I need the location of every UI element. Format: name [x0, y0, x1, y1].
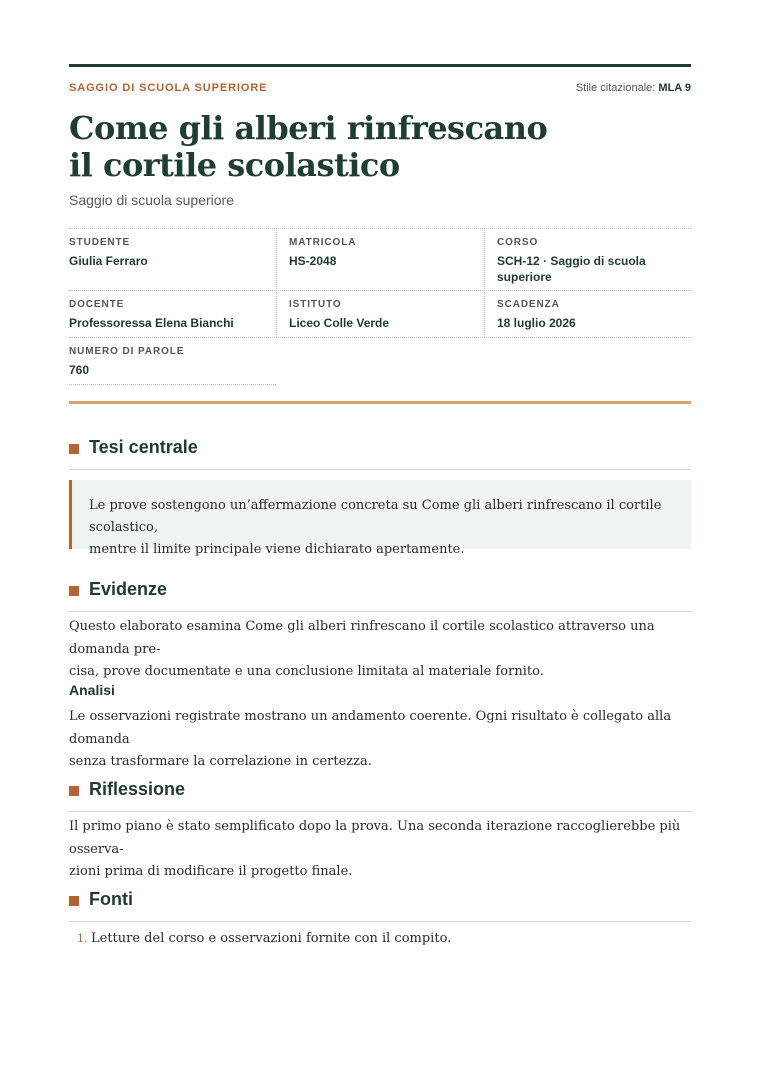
evidence-paragraph [69, 616, 693, 684]
analysis-paragraph [69, 706, 693, 774]
reflection-line-1: Il primo piano è stato semplificato dopo la prova. Una seconda iterazione raccoglierebbe più osserva- [69, 819, 681, 857]
citation-label: Stile citazionale: [575, 82, 656, 94]
reflection-paragraph [69, 816, 693, 884]
analysis-line-1: Le osservazioni registrate mostrano un andamento coerente. Ogni risultato è collegato alla domanda [69, 709, 672, 747]
meta-divider [484, 228, 485, 337]
citation-value: MLA 9 [658, 82, 691, 94]
top-rule [69, 64, 691, 67]
course-line-1: SCH-12 · Saggio di scuola [497, 254, 646, 268]
meta-label: DOCENTE [69, 299, 125, 310]
evidence-line-1: Questo elaborato esamina Come gli alberi rinfrescano il cortile scolastico attraverso una domanda pre- [69, 619, 655, 657]
meta-due-date [497, 299, 687, 331]
meta-divider [69, 337, 691, 338]
meta-teacher [69, 299, 269, 331]
section-heading-text: Riflessione [89, 779, 186, 799]
meta-divider [69, 384, 276, 385]
section-heading-sources [69, 889, 691, 922]
meta-value: 18 luglio 2026 [497, 316, 576, 330]
page-subtitle: Saggio di scuola superiore [69, 192, 234, 208]
square-bullet-icon [69, 896, 79, 906]
subheading-analysis: Analisi [69, 682, 115, 698]
meta-value: 760 [69, 363, 90, 377]
list-item-text: Letture del corso e osservazioni fornite con il compito. [91, 931, 452, 946]
document-kicker: SAGGIO DI SCUOLA SUPERIORE [69, 82, 268, 94]
meta-student [69, 237, 269, 269]
section-heading-reflection [69, 779, 691, 812]
thesis-line-2: mentre il limite principale viene dichiarato apertamente. [89, 542, 465, 557]
meta-student-id [289, 237, 479, 269]
meta-label: ISTITUTO [289, 299, 342, 310]
section-heading-evidence [69, 579, 691, 612]
page-title [69, 110, 629, 184]
square-bullet-icon [69, 586, 79, 596]
meta-school [289, 299, 479, 331]
course-line-2: superiore [497, 270, 552, 284]
meta-label: SCADENZA [497, 299, 560, 310]
meta-value: Professoressa Elena Bianchi [69, 316, 234, 330]
meta-label: CORSO [497, 237, 539, 248]
meta-value: Giulia Ferraro [69, 254, 148, 268]
reflection-line-2: zioni prima di modificare il progetto finale. [69, 864, 353, 879]
accent-rule [69, 401, 691, 404]
list-item-number: 1. [77, 932, 88, 945]
section-heading-text: Fonti [89, 889, 133, 909]
meta-label: NUMERO DI PAROLE [69, 346, 185, 357]
section-heading-text: Tesi centrale [89, 437, 198, 457]
title-line-2: il cortile scolastico [69, 146, 400, 184]
meta-divider [69, 228, 691, 229]
sources-list [69, 928, 451, 950]
list-item [69, 928, 451, 950]
analysis-line-2: senza trasformare la correlazione in certezza. [69, 754, 372, 769]
meta-label: MATRICOLA [289, 237, 357, 248]
evidence-line-2: cisa, prove documentate e una conclusione limitata al materiale fornito. [69, 664, 544, 679]
citation-style [576, 82, 691, 94]
meta-divider [69, 290, 691, 291]
thesis-line-1: Le prove sostengono un’affermazione concreta su Come gli alberi rinfrescano il cortile scolastico, [89, 498, 662, 535]
square-bullet-icon [69, 786, 79, 796]
meta-value: Liceo Colle Verde [289, 316, 390, 330]
square-bullet-icon [69, 444, 79, 454]
section-heading-text: Evidenze [89, 579, 168, 599]
meta-value: HS-2048 [289, 254, 337, 268]
meta-course [497, 237, 687, 285]
header-row [69, 82, 691, 98]
thesis-callout [69, 480, 691, 557]
title-line-1: Come gli alberi rinfrescano [69, 109, 548, 147]
meta-word-count [69, 346, 269, 378]
metadata-grid [69, 228, 691, 386]
meta-value [497, 253, 687, 285]
section-heading-thesis [69, 437, 691, 470]
meta-divider [276, 228, 277, 337]
meta-label: STUDENTE [69, 237, 131, 248]
